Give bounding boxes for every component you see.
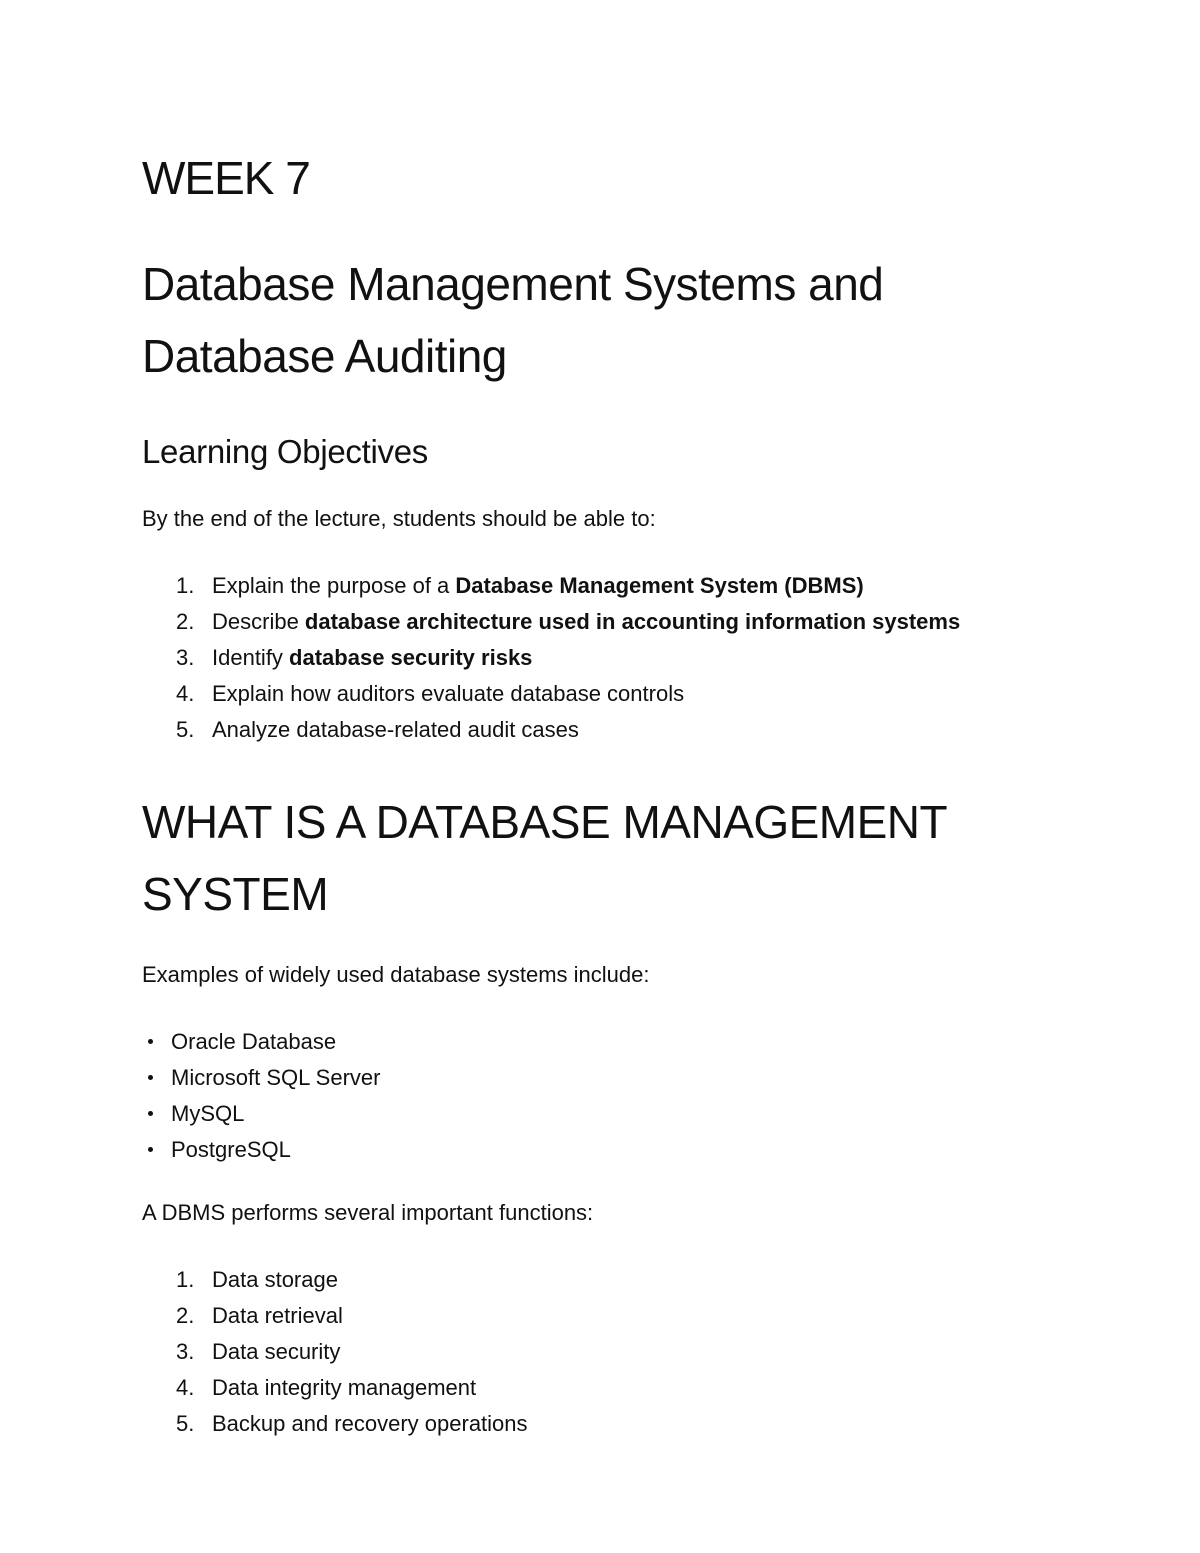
bullet-icon	[148, 1147, 153, 1152]
document-page	[142, 150, 1042, 1442]
objective-bold-text: database architecture used in accounting information systems	[304, 609, 961, 634]
functions-list	[142, 1262, 1042, 1442]
examples-list	[142, 1024, 1042, 1168]
list-item	[142, 1132, 1042, 1168]
objective-item	[142, 640, 1042, 676]
example-text: Oracle Database	[171, 1029, 337, 1054]
objective-item	[142, 568, 1042, 604]
function-text: Data retrieval	[212, 1303, 343, 1328]
objective-bold-text: database security risks	[289, 645, 533, 670]
list-number: 2.	[176, 609, 195, 634]
bullet-icon	[148, 1039, 153, 1044]
function-text: Data integrity management	[212, 1375, 477, 1400]
objective-item	[142, 676, 1042, 712]
objectives-intro: By the end of the lecture, students should be able to:	[142, 506, 656, 531]
example-text: Microsoft SQL Server	[171, 1065, 381, 1090]
function-item	[142, 1334, 1042, 1370]
function-text: Data storage	[212, 1267, 338, 1292]
list-number: 1.	[176, 1267, 195, 1292]
document-title: Database Management Systems and Database Auditing	[142, 258, 884, 382]
list-item	[142, 1024, 1042, 1060]
list-number: 5.	[176, 717, 195, 742]
list-number: 1.	[176, 573, 195, 598]
function-item	[142, 1262, 1042, 1298]
function-item	[142, 1298, 1042, 1334]
bullet-icon	[148, 1111, 153, 1116]
example-text: PostgreSQL	[171, 1137, 291, 1162]
objective-text: Identify	[212, 645, 290, 670]
objectives-list	[142, 568, 1042, 748]
objective-text: Explain the purpose of a	[212, 573, 456, 598]
objective-text: Explain how auditors evaluate database controls	[212, 681, 685, 706]
objective-text: Analyze database-related audit cases	[212, 717, 579, 742]
objective-item	[142, 604, 1042, 640]
list-number: 3.	[176, 645, 195, 670]
function-text: Data security	[212, 1339, 341, 1364]
function-text: Backup and recovery operations	[212, 1411, 528, 1436]
week-heading: WEEK 7	[142, 152, 310, 204]
list-item	[142, 1060, 1042, 1096]
list-number: 2.	[176, 1303, 195, 1328]
list-number: 4.	[176, 681, 195, 706]
examples-intro: Examples of widely used database systems include:	[142, 962, 650, 987]
function-item	[142, 1406, 1042, 1442]
functions-intro: A DBMS performs several important functions:	[142, 1200, 594, 1225]
bullet-icon	[148, 1075, 153, 1080]
function-item	[142, 1370, 1042, 1406]
list-number: 4.	[176, 1375, 195, 1400]
example-text: MySQL	[171, 1101, 245, 1126]
list-number: 3.	[176, 1339, 195, 1364]
objective-text: Describe	[212, 609, 305, 634]
objective-bold-text: Database Management System (DBMS)	[455, 573, 864, 598]
objectives-heading: Learning Objectives	[142, 433, 428, 470]
section-heading: WHAT IS A DATABASE MANAGEMENT SYSTEM	[142, 796, 947, 920]
list-item	[142, 1096, 1042, 1132]
objective-item	[142, 712, 1042, 748]
list-number: 5.	[176, 1411, 195, 1436]
